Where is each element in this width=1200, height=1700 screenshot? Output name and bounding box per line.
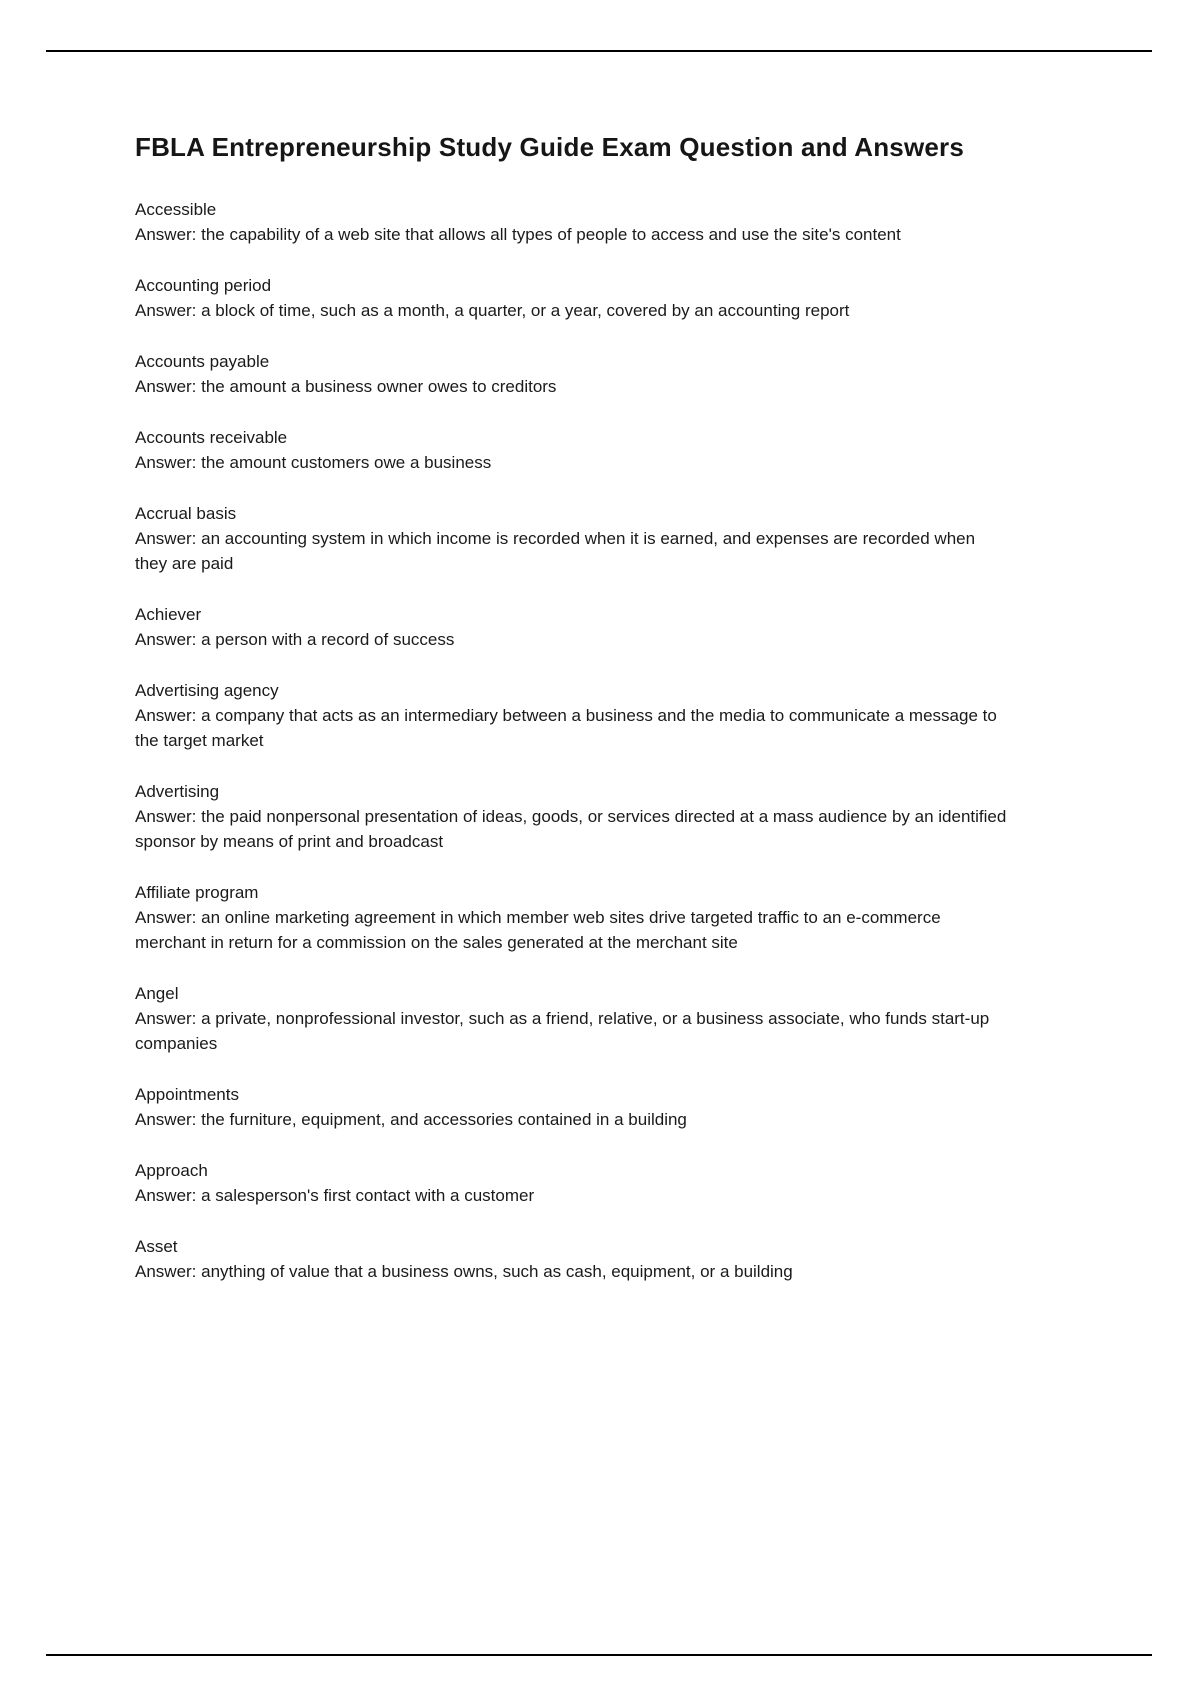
entry-answer: Answer: the amount a business owner owes to creditors bbox=[135, 377, 557, 396]
study-entry bbox=[135, 880, 1007, 955]
entry-answer: Answer: the paid nonpersonal presentation of ideas, goods, or services directed at a mass audience by an identified sponsor by means of print and broadcast bbox=[135, 807, 1007, 851]
entry-answer: Answer: the capability of a web site that allows all types of people to access and use the site's content bbox=[135, 225, 901, 244]
entry-answer: Answer: a salesperson's first contact with a customer bbox=[135, 1186, 535, 1205]
entry-answer: Answer: a company that acts as an intermediary between a business and the media to communicate a message to the target market bbox=[135, 706, 997, 750]
top-border-line bbox=[46, 50, 1152, 52]
study-entry bbox=[135, 678, 1007, 753]
entry-term: Asset bbox=[135, 1237, 178, 1256]
study-entry bbox=[135, 501, 1007, 576]
entry-term: Advertising agency bbox=[135, 681, 279, 700]
document-content bbox=[135, 132, 1007, 1310]
study-entry bbox=[135, 1234, 1007, 1284]
entry-term: Accounts payable bbox=[135, 352, 270, 371]
entry-answer: Answer: the furniture, equipment, and accessories contained in a building bbox=[135, 1110, 687, 1129]
entry-term: Angel bbox=[135, 984, 179, 1003]
entry-answer: Answer: a private, nonprofessional investor, such as a friend, relative, or a business associate, who funds start-up companies bbox=[135, 1009, 990, 1053]
entry-term: Accounts receivable bbox=[135, 428, 288, 447]
study-entry bbox=[135, 1158, 1007, 1208]
bottom-border-line bbox=[46, 1654, 1152, 1656]
study-entry bbox=[135, 425, 1007, 475]
study-entry bbox=[135, 1082, 1007, 1132]
entry-answer: Answer: the amount customers owe a business bbox=[135, 453, 492, 472]
page-title: FBLA Entrepreneurship Study Guide Exam Question and Answers bbox=[135, 132, 965, 162]
entry-term: Approach bbox=[135, 1161, 208, 1180]
entry-term: Accounting period bbox=[135, 276, 272, 295]
study-entry bbox=[135, 981, 1007, 1056]
entry-term: Accrual basis bbox=[135, 504, 237, 523]
entry-term: Advertising bbox=[135, 782, 220, 801]
study-entry bbox=[135, 779, 1007, 854]
entry-answer: Answer: an online marketing agreement in which member web sites drive targeted traffic to an e-commerce merchant in return for a commission on the sales generated at the merchant site bbox=[135, 908, 941, 952]
entry-answer: Answer: an accounting system in which income is recorded when it is earned, and expenses are recorded when they are paid bbox=[135, 529, 976, 573]
study-entry bbox=[135, 197, 1007, 247]
entry-term: Accessible bbox=[135, 200, 217, 219]
study-entry bbox=[135, 602, 1007, 652]
entry-term: Affiliate program bbox=[135, 883, 259, 902]
study-entry bbox=[135, 273, 1007, 323]
entry-answer: Answer: anything of value that a business owns, such as cash, equipment, or a building bbox=[135, 1262, 793, 1281]
entry-answer: Answer: a block of time, such as a month, a quarter, or a year, covered by an accounting report bbox=[135, 301, 850, 320]
entry-answer: Answer: a person with a record of success bbox=[135, 630, 455, 649]
entry-term: Achiever bbox=[135, 605, 202, 624]
study-entry bbox=[135, 349, 1007, 399]
entry-term: Appointments bbox=[135, 1085, 239, 1104]
